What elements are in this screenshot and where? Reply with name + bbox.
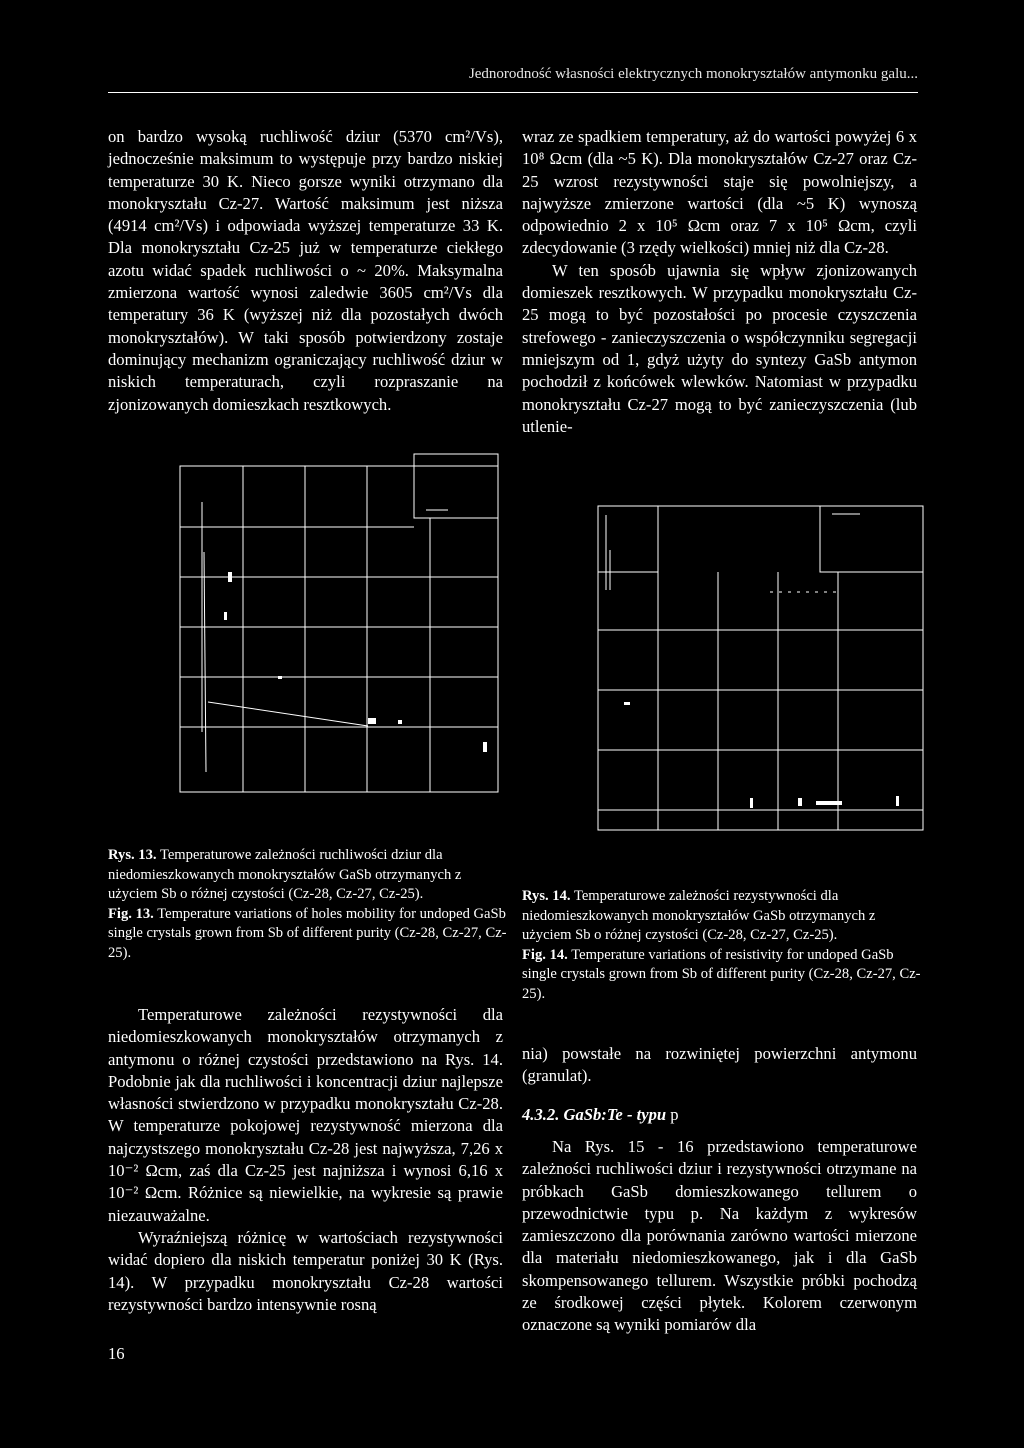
running-header: Jednorodność własności elektrycznych monokryształów antymonku galu... (468, 66, 918, 82)
fig13-text-en: Temperature variations of holes mobility for undoped GaSb single crystals grown from Sb of different purity (Cz-28, Cz-27, Cz-25). (108, 905, 507, 961)
right-column-bottom-1 (522, 1043, 917, 1088)
fig13-text-pl: Temperaturowe zależności ruchliwości dziur dla niedomieszkowanych monokryształów GaSb otrzymanych z użyciem Sb o różnej czystości (Cz-28, Cz-27, Cz-25). (108, 847, 462, 902)
fig14-label-pl: Rys. 14. (522, 888, 571, 904)
figure-14-caption (522, 887, 922, 1004)
left-column-top (108, 126, 503, 416)
fig14-text-pl: Temperaturowe zależności rezystywności dla niedomieszkowanych monokryształów GaSb otrzymanych z użyciem Sb o różnej czystości (Cz-28, Cz-27, Cz-25). (522, 888, 876, 943)
paragraph-resistivity-growth: wraz ze spadkiem temperatury, aż do wartości powyżej 6 x 10⁸ Ωcm (dla ~5 K). Dla monokryształów Cz-27 oraz Cz-25 wzrost rezystywności staje się powolniejszy, a najwyższe zmierzone wartości (dla ~5 K) wynoszą odpowiednio 2 x 10⁵ Ωcm oraz 7 x 10⁵ Ωcm, czyli zdecydowanie (3 rzędy wielkości) mniej niż dla Cz-28. (522, 127, 917, 258)
paragraph-ionized-impurities: W ten sposób ujawnia się wpływ zjonizowanych domieszek resztkowych. W przypadku monokryształu Cz-25 mogą to być pozostałości po procesie czyszczenia strefowego - zanieczyszczenia o współczynniku segregacji mniejszym od 1, gdyż użyty do syntezy GaSb antymon pochodził z końcówek wlewków. Natomiast w przypadku monokryształu Cz-27 mogą to być zanieczyszczenia (lub utlenie- (522, 260, 917, 436)
fig14-text-en: Temperature variations of resistivity for undoped GaSb single crystals grown from Sb of different purity (Cz-28, Cz-27, Cz-25). (522, 946, 921, 1002)
fig14-label-en: Fig. 14. (522, 946, 568, 963)
right-column-bottom-2 (522, 1136, 917, 1337)
paragraph-granulate: nia) powstałe na rozwiniętej powierzchni antymonu (granulat). (522, 1044, 917, 1086)
fig14-frame (598, 506, 923, 830)
fig13-label-pl: Rys. 13. (108, 847, 157, 863)
section-heading (522, 1105, 679, 1125)
paragraph-resistivity-intro: Temperaturowe zależności rezystywności dla niedomieszkowanych monokryształów otrzymanych z antymonu o różnej czystości przedstawiono na Rys. 14. Podobnie jak dla ruchliwości i koncentracji dziur najlepsze własności stwierdzono w przypadku monokryształu Cz-28. W temperaturze pokojowej rezystywność mierzona dla najczystszego monokryształu Cz-28 jest najwyższa, 7,26 x 10⁻² Ωcm, zaś dla Cz-25 jest najniższa i wynosi 6,16 x 10⁻² Ωcm. Różnice są niewielkie, na wykresie są prawie niezauważalne. (108, 1005, 503, 1225)
section-heading-text: 4.3.2. GaSb:Te - typu (522, 1105, 667, 1124)
fig14-legend-box (820, 506, 923, 572)
section-heading-p: p (670, 1105, 679, 1124)
fig13-frame (180, 466, 498, 792)
header-rule (108, 92, 918, 93)
paragraph-te-doped: Na Rys. 15 - 16 przedstawiono temperaturowe zależności ruchliwości dziur i rezystywności otrzymane na próbkach GaSb domieszkowanego tellurem o przewodnictwie typu p. Na każdym z wykresów zamieszczono dla porównania zarówno wartości mierzone dla materiału niedomieszkowanego, jak i dla GaSb skompensowanego tellurem. Wszystkie próbki pochodzą ze środkowej części płytek. Kolorem czerwonym oznaczone są wyniki pomiarów dla (522, 1137, 917, 1335)
left-column-bottom (108, 1004, 503, 1316)
fig13-legend-box (414, 454, 498, 518)
paragraph-mobility: on bardzo wysoką ruchliwość dziur (5370 cm²/Vs), jednocześnie maksimum to występuje przy bardzo niskiej temperaturze 30 K. Nieco gorsze wyniki otrzymano dla monokryształu Cz-27. Wartość maksimum jest niższa (4914 cm²/Vs) i odpowiada wyższej temperaturze 33 K. Dla monokryształu Cz-25 już w temperaturze ciekłego azotu widać spadek ruchliwości o ~ 20%. Maksymalna zmierzona wartość wynosi zaledwie 3605 cm²/Vs dla temperatury 36 K (wyższej niż dla pozostałych dwóch monokryształów). W taki sposób potwierdzony zostaje dominujący mechanizm ograniczający ruchliwość dziur w niskich temperaturach, czyli rozpraszanie na zjonizowanych domieszkach resztkowych. (108, 127, 503, 414)
figure-14-plot (590, 500, 930, 835)
paragraph-low-temp: Wyraźniejszą różnicę w wartościach rezystywności widać dopiero dla niskich temperatur poniżej 30 K (Rys. 14). W przypadku monokryształu Cz-28 wartości rezystywności bardzo intensywnie rosną (108, 1227, 503, 1314)
page-number: 16 (108, 1344, 125, 1363)
figure-13-caption (108, 846, 508, 963)
fig13-label-en: Fig. 13. (108, 905, 154, 922)
figure-13-plot (168, 452, 504, 822)
right-column-top (522, 126, 917, 438)
